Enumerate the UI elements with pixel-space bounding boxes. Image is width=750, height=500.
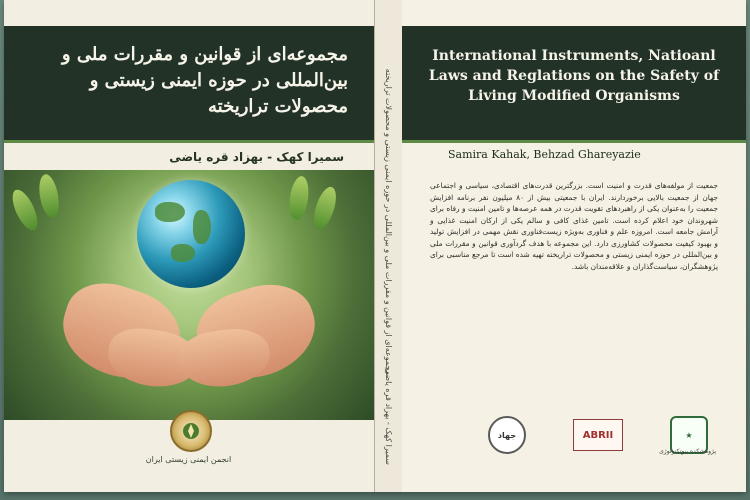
abrii-logo-icon: ABRII [573, 419, 623, 451]
spine-title: مجموعه‌ای از قوانین و مقررات ملی و بین‌المللی در حوزه ایمنی زیستی و محصولات تراریخته [384, 68, 393, 375]
cover-art [4, 170, 374, 420]
globe-icon [137, 180, 245, 288]
leaf-icon [36, 173, 61, 219]
front-author: سمیرا کهک - بهزاد قره یاضی [169, 150, 344, 164]
back-cover [402, 0, 746, 492]
back-author: Samira Kahak, Behzad Ghareyazie [448, 148, 641, 161]
leaf-icon [8, 186, 43, 233]
biotech-institute-logo-icon: ★ [670, 416, 708, 454]
book-cover [4, 0, 746, 492]
continent-shape [155, 202, 185, 222]
back-summary: جمعیت از مولفه‌های قدرت و امنیت است. بزرگترین قدرت‌های اقتصادی، سیاسی و اجتماعی جهان از جمعیت بالایی برخوردارند. ایران با جمعیتی بیش از ۸۰ میلیون نفر برنامه افزایش جمعیت را به‌عنوان یکی از راهبردهای تقویت قدرت در همه عرصه‌ها و تامین امنیت و رفاه برای شهروندان خود اعلام کرده است. تامین غذای کافی و سالم یکی از ارکان امنیت غذایی و آرامش جامعه است. امروزه علم و فناوری به‌ویژه زیست‌فناوری نقش مهمی در افزایش تولید و بهبود کیفیت محصولات کشاورزی دارد. این مجموعه با هدف گردآوری قوانین و مقررات ملی و بین‌المللی در حوزه ایمنی زیستی و محصولات تراریخته تهیه شده است تا مرجع مناسبی برای پژوهشگران، سیاست‌گذاران و علاقه‌مندان باشد. [430, 181, 718, 271]
abrii-logo [573, 419, 623, 451]
logo-captions [466, 448, 716, 455]
spine-author: سمیرا کهک - بهزاد قره یاضی [384, 367, 393, 465]
continent-shape [193, 210, 211, 244]
right-palm [177, 324, 274, 392]
biosafety-emblem-icon [170, 410, 212, 452]
logo-caption-3: پژوهشکده بیوتکنولوژی [659, 448, 716, 455]
front-title: مجموعه‌ای از قوانین و مقررات ملی و بین‌المللی در حوزه ایمنی زیستی و محصولات تراریخته [61, 44, 348, 117]
leaf-icon [310, 184, 341, 231]
leaf-icon [287, 175, 311, 221]
front-organization: انجمن ایمنی زیستی ایران [145, 455, 232, 464]
front-cover [4, 0, 374, 492]
jihad-logo-icon: جهاد [488, 416, 526, 454]
back-title: International Instruments, Natioanl Laws and Reglations on the Safety of Living Modified Organisms [428, 48, 720, 104]
book-spine [374, 0, 404, 492]
continent-shape [171, 244, 195, 262]
